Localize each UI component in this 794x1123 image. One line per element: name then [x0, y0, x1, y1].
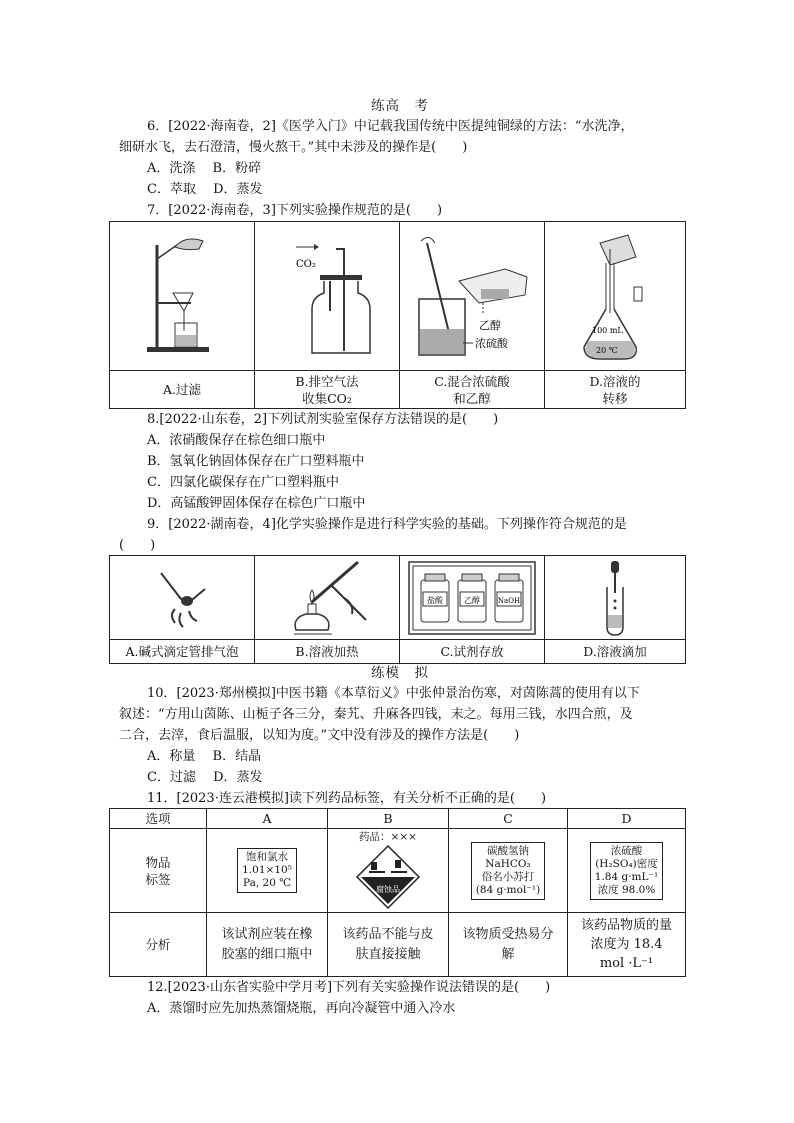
label-d-line1: 浓硫酸 — [610, 844, 643, 857]
q11-header-d: D — [568, 809, 686, 829]
q11-label-a — [207, 829, 328, 913]
q9-stem-line2: ( ) — [119, 538, 156, 553]
q11-label-c — [449, 829, 568, 913]
gas-bottle-icon — [282, 231, 372, 361]
q11-row-label — [110, 829, 207, 913]
q11-label-d — [568, 829, 686, 913]
q8-stem: 8.[2022·山东卷，2]下列试剂实验室保存方法错误的是( ) — [147, 412, 499, 427]
q11-analysis-d — [568, 913, 686, 977]
q7-figure-mixing — [400, 222, 545, 371]
q11-header-b: B — [328, 809, 449, 829]
naoh-label: NaOH — [497, 596, 521, 605]
sodium-bicarbonate-label — [471, 842, 545, 900]
q7-option-d-line1: D.溶液的 — [589, 373, 641, 389]
q11-analysis-c — [449, 913, 568, 977]
q10-stem-line2: 叙述：“方用山茵陈、山栀子各三分，秦艽、升麻各四钱，末之。每用三钱，水四合煎，及 — [119, 707, 633, 722]
q7-figure-gas-collection — [255, 222, 400, 371]
analysis-c-line1: 该物质受热易分 — [462, 926, 554, 942]
analysis-a-line1: 该试剂应装在橡 — [221, 926, 313, 942]
analysis-c-line2: 解 — [501, 946, 515, 962]
analysis-d-line1: 该药品物质的量 — [580, 918, 672, 933]
q11-analysis-label: 分析 — [110, 913, 207, 977]
q11-table — [109, 808, 686, 977]
burette-bubble-icon — [147, 563, 217, 633]
q8-option-b: B．氢氧化钠固体保存在广口塑料瓶中 — [147, 454, 365, 469]
label-a-line3: Pa, 20 ℃ — [243, 877, 291, 889]
q7-option-b-line2: 收集CO₂ — [302, 390, 352, 406]
q11-analysis-a — [207, 913, 328, 977]
label-c-line3: 俗名小苏打 — [481, 870, 535, 883]
q7-option-b-line1: B.排空气法 — [295, 373, 359, 389]
q11-header-c: C — [449, 809, 568, 829]
q7-option-c-line2: 和乙醇 — [453, 390, 491, 406]
q7-option-d — [545, 371, 686, 409]
q7-figure-transfer — [545, 222, 686, 371]
q11-row-label-line2: 标签 — [145, 871, 171, 887]
q7-option-d-line2: 转移 — [602, 390, 628, 406]
ethanol-bottle-label: 乙醇 — [464, 595, 480, 605]
q9-option-c: C.试剂存放 — [400, 640, 545, 664]
q10-stem-line1: 10．[2023·郑州模拟]中医书籍《本草衍义》中张仲景治伤寒，对茵陈蒿的使用有以下 — [147, 686, 640, 701]
analysis-b-line1: 该药品不能与皮 — [342, 926, 434, 942]
label-d-line3: 1.84 g·mL⁻¹ — [594, 870, 659, 883]
q6-options-ab: A．洗涤 B．粉碎 — [147, 161, 262, 176]
q7-table — [109, 221, 686, 409]
q9-figure-burette — [110, 556, 255, 640]
q9-option-d: D.溶液滴加 — [545, 640, 686, 664]
q7-figure-filtration — [110, 222, 255, 371]
q7-option-c — [400, 371, 545, 409]
label-c-line1: 碳酸氢钠 — [487, 844, 529, 857]
q11-header-a: A — [207, 809, 328, 829]
co2-label: CO₂ — [296, 259, 316, 270]
volumetric-flask-icon — [570, 229, 660, 364]
label-b-top: 药品：××× — [359, 831, 417, 843]
analysis-d-line3: mol ·L⁻¹ — [599, 956, 654, 971]
label-a-line2: 1.01×10⁵ — [242, 864, 292, 876]
hcl-label: 盐酸 — [427, 595, 443, 605]
ethanol-label: 乙醇 — [478, 318, 501, 332]
sulfuric-acid-label: 浓硫酸 — [474, 336, 508, 350]
analysis-b-line2: 肤直接接触 — [355, 946, 421, 962]
q8-option-c: C．四氯化碳保存在广口塑料瓶中 — [147, 475, 339, 490]
corrosive-text: 腐蚀品 — [376, 885, 400, 894]
q9-stem-line1: 9．[2022·湖南卷，4]化学实验操作是进行科学实验的基础。下列操作符合规范的是 — [147, 517, 627, 532]
q9-option-a: A.碱式滴定管排气泡 — [110, 640, 255, 664]
sulfuric-acid-reagent-label — [590, 842, 663, 900]
chlorine-water-label — [237, 848, 297, 893]
corrosive-hazard-icon — [355, 844, 421, 910]
analysis-a-line2: 胶塞的细口瓶中 — [221, 946, 313, 962]
reagent-cabinet-icon — [407, 558, 537, 638]
label-d-line4: 浓度 98.0% — [597, 883, 656, 896]
q6-stem-line1: 6．[2022·海南卷，2]《医学入门》中记载我国传统中医提纯铜绿的方法：“水洗净， — [147, 119, 634, 134]
q8-option-d: D．高锰酸钾固体保存在棕色广口瓶中 — [147, 496, 366, 511]
q9-option-b: B.溶液加热 — [255, 640, 400, 664]
beaker-mixing-icon — [405, 229, 540, 364]
dropper-icon — [595, 559, 635, 637]
flask-volume-label: 100 mL — [592, 325, 623, 335]
label-c-line4: (84 g·mol⁻¹) — [475, 883, 541, 896]
section-title-mock: 练模 拟 — [371, 665, 429, 681]
flask-temp-label: 20 ℃ — [596, 345, 618, 355]
q9-figure-heating — [255, 556, 400, 640]
q9-figure-dropping — [545, 556, 686, 640]
q11-stem: 11．[2023·连云港模拟]读下列药品标签，有关分析不正确的是( ) — [147, 791, 547, 806]
test-tube-heating-icon — [282, 558, 372, 638]
analysis-d-line2: 浓度为 18.4 — [590, 937, 663, 952]
label-d-line2: (H₂SO₄)密度 — [595, 857, 658, 870]
q10-options-ab: A．称量 B．结晶 — [147, 749, 262, 764]
q7-stem: 7．[2022·海南卷，3]下列实验操作规范的是( ) — [147, 203, 443, 218]
q10-options-cd: C．过滤 D．蒸发 — [147, 770, 263, 785]
label-a-line1: 饱和氯水 — [246, 851, 288, 863]
q7-option-b — [255, 371, 400, 409]
q7-option-a: A.过滤 — [110, 371, 255, 409]
q9-figure-reagent-storage — [400, 556, 545, 640]
q12-stem: 12.[2023·山东省实验中学月考]下列有关实验操作说法错误的是( ) — [147, 980, 551, 995]
q11-row-label-line1: 物品 — [145, 854, 171, 870]
q11-header-option: 选项 — [110, 809, 207, 829]
q11-label-b — [328, 829, 449, 913]
q7-option-c-line1: C.混合浓硫酸 — [434, 373, 510, 389]
q6-stem-line2: 细研水飞，去石澄清，慢火熬干。”其中未涉及的操作是( ) — [119, 140, 468, 155]
q9-table — [109, 555, 686, 664]
filtration-apparatus-icon — [137, 231, 227, 361]
q11-analysis-b — [328, 913, 449, 977]
label-c-line2: NaHCO₃ — [485, 857, 531, 870]
q8-option-a: A．浓硝酸保存在棕色细口瓶中 — [147, 433, 326, 448]
section-title-gaokao: 练高 考 — [371, 98, 429, 114]
q10-stem-line3: 二合，去滓，食后温服，以知为度。”文中没有涉及的操作方法是( ) — [119, 728, 520, 743]
q6-options-cd: C．萃取 D．蒸发 — [147, 182, 263, 197]
q12-option-a: A．蒸馏时应先加热蒸馏烧瓶，再向冷凝管中通入冷水 — [147, 1001, 456, 1016]
